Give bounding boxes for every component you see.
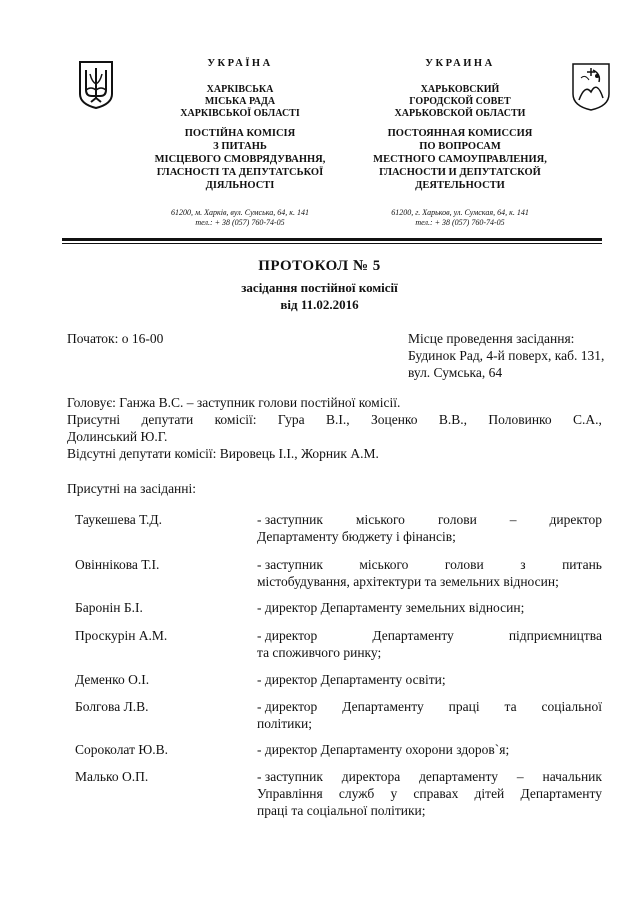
address-ua: 61200, м. Харків, вул. Сумська, 64, к. 141 тел.: + 38 (057) 760-74-05: [171, 208, 309, 227]
meeting-start-time: Початок: о 16-00: [67, 331, 164, 346]
protocol-date: від 11.02.2016: [280, 297, 359, 312]
council-name-ru: ХАРЬКОВСКИЙ ГОРОДСКОЙ СОВЕТ ХАРЬКОВСКОЙ ОБЛАСТИ: [394, 84, 526, 119]
commission-name-ru: ПОСТОЯННАЯ КОМИССИЯ ПО ВОПРОСАМ МЕСТНОГО САМОУПРАВЛЕНИЯ, ГЛАСНОСТИ И ДЕПУТАТСКОЙ ДЕЯТЕЛЬНОСТИ: [373, 128, 547, 191]
attendee-name: Овіннікова Т.І.: [75, 557, 160, 572]
attendee-name: Деменко О.І.: [75, 672, 150, 687]
country-ua: УКРАЇНА: [207, 58, 273, 69]
country-ru: УКРАИНА: [425, 58, 495, 69]
commission-name-ua: ПОСТІЙНА КОМІСІЯ З ПИТАНЬ МІСЦЕВОГО СМОВРЯДУВАННЯ, ГЛАСНОСТІ ТА ДЕПУТАТСЬКОЇ ДІЯЛЬНОСТІ: [154, 128, 326, 191]
attendee-name: Болгова Л.В.: [75, 699, 149, 714]
address-ru: 61200, г. Харьков, ул. Сумская, 64, к. 141 тел.: + 38 (057) 760-74-05: [391, 208, 529, 227]
attendee-role: - заступник міського голови з питань містобудування, архітектури та земельних відносин;: [257, 557, 602, 589]
protocol-subtitle: засідання постійної комісії: [241, 280, 398, 295]
chairperson-line: Головує: Ганжа В.С. – заступник голови постійної комісії.: [67, 395, 401, 410]
attendees-heading: Присутні на засіданні:: [67, 481, 197, 496]
attendee-role: - директор Департаменту праці та соціальної політики;: [257, 699, 602, 731]
attendee-name: Баронін Б.І.: [75, 600, 143, 615]
attendee-role: - заступник директора департаменту – начальник Управління служб у справах дітей Департаменту праці та соціальної політики;: [257, 769, 602, 818]
attendee-role: - директор Департаменту підприємництва та споживчого ринку;: [257, 628, 602, 660]
protocol-title: ПРОТОКОЛ № 5: [258, 258, 381, 274]
attendee-name: Таукешева Т.Д.: [75, 512, 162, 527]
attendee-role: - директор Департаменту освіти;: [257, 672, 446, 687]
council-name-ua: ХАРКІВСЬКА МІСЬКА РАДА ХАРКІВСЬКОЇ ОБЛАСТІ: [180, 84, 300, 119]
attendee-name: Малько О.П.: [75, 769, 149, 784]
kharkiv-coat-of-arms-icon: [571, 62, 611, 112]
attendee-name: Проскурін А.М.: [75, 628, 168, 643]
attendee-role: - директор Департаменту охорони здоров`я;: [257, 742, 510, 757]
attendee-name: Сороколат Ю.В.: [75, 742, 168, 757]
tryzub-emblem-icon: [78, 60, 114, 110]
attendee-role: - заступник міського голови – директор Департаменту бюджету і фінансів;: [257, 512, 602, 544]
meeting-venue: Місце проведення засідання: Будинок Рад, 4-й поверх, каб. 131, вул. Сумська, 64: [408, 331, 605, 380]
header-divider-thin: [62, 243, 602, 244]
header-divider-thick: [62, 238, 602, 241]
present-deputies: Присутні депутати комісії: Гура В.І., Зоценко В.В., Половинко С.А., Долинський Ю.Г.: [67, 412, 602, 444]
attendee-role: - директор Департаменту земельних відносин;: [257, 600, 525, 615]
absent-deputies: Відсутні депутати комісії: Вировець І.І., Жорник А.М.: [67, 446, 379, 461]
